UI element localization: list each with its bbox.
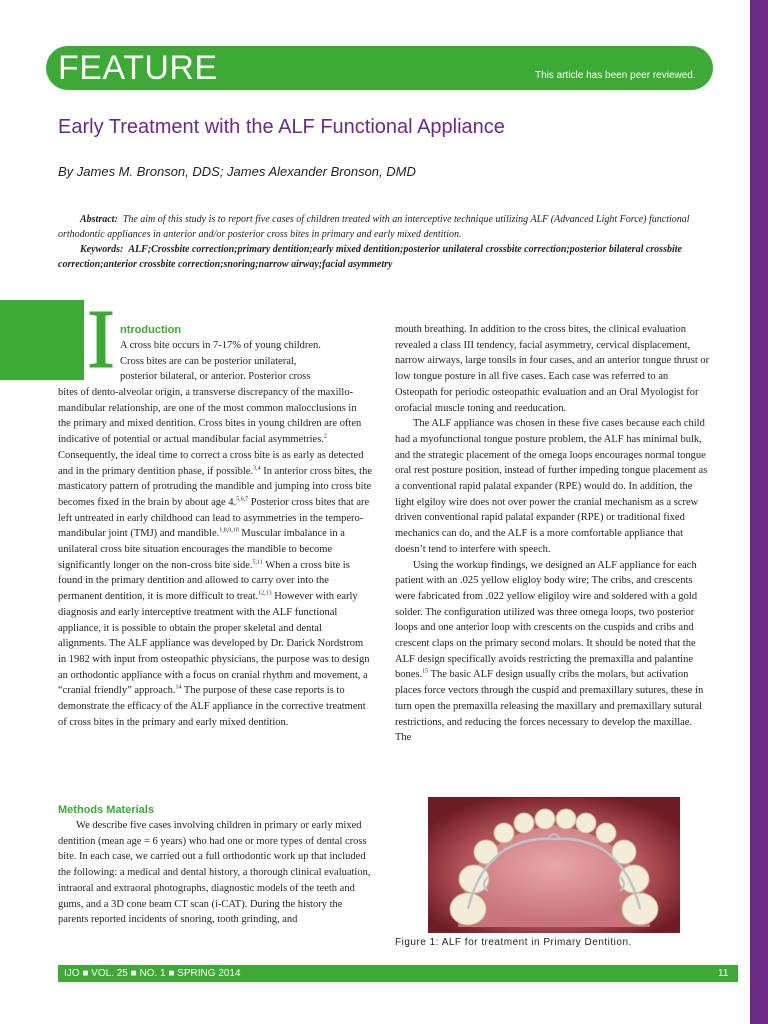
right-paragraph-1: mouth breathing. In addition to the cross bites, the clinical evaluation revealed a class III tendency, facial asymmetry, cervical displacement, narrow airways, large tonsils in four cases, and an anterior tongue thrust or low tongue posture in all five cases. Each case was referred to an Osteopath for periodic osteopathic evaluation and an Oral Myologist for orofacial muscle toning and reeducation.: [395, 324, 710, 414]
intro-body: [58, 385, 372, 730]
intro-text-7: However with early diagnosis and early interceptive treatment with the ALF functional appliance, it is possible to obtain the proper skeletal and dental alignments. The ALF appliance was developed by Dr. Darick Nordstrom in 1982 with input from osteopathic physicians, the purpose was to design an orthodontic appliance with a focus on cranial rhythm and movement, a “cranial friendly” approach.: [58, 591, 370, 697]
right-text-3b: The basic ALF design usually cribs the molars, but activation places force vectors through the cuspid and premaxillary sutures, these in turn open the premaxilla releasing the maxillary and premaxillary sutural restrictions, and reducing the forces necessary to develop the maxillae. The: [395, 669, 704, 744]
methods-paragraph: We describe five cases involving children in primary or early mixed dentition (mean age = 6 years) who had one or more types of dental cross bite. In each case, we carried out a full orthodontic work up that included the following: a medical and dental history, a thorough clinical evaluation, intraoral and extraoral photographs, diagnostic models of the teeth and gums, and a 3D cone beam CT scan (i-CAT). During the history the parents reported incidents of snoring, tooth grinding, and: [58, 820, 371, 926]
section-label: FEATURE: [58, 49, 218, 87]
intro-text-6: When a cross bite is found in the primary dentition and allowed to carry over into the permanent dentition, it is more difficult to treat.: [58, 559, 350, 603]
ref-sup: 12,13: [258, 590, 272, 597]
keywords-paragraph: [58, 242, 718, 272]
keywords-text: ALF;Crossbite correction;primary dentition;early mixed dentition;posterior unilateral crossbite correction;posterior bilateral crossbite correction;anterior crossbite correction;snoring;narrow airway;facial asymmetry: [58, 244, 682, 270]
journal-info: IJO ■ VOL. 25 ■ NO. 1 ■ SPRING 2014: [64, 968, 241, 979]
figure-1-photo: [428, 797, 680, 933]
ref-sup: 1,8,9,10: [219, 527, 239, 534]
intro-line-2: Cross bites are can be posterior unilateral,: [120, 355, 297, 367]
introduction-heading: ntroduction: [120, 324, 182, 336]
intro-text-8: The purpose of these case reports is to demonstrate the efficacy of the ALF appliance in the corrective treatment of cross bites in the primary and early mixed dentition.: [58, 685, 366, 728]
dental-appliance-photo: [428, 797, 680, 933]
intro-text-1: bites of dento-alveolar origin, a transverse discrepancy of the maxillo-mandibular relationship, are one of the most common malocclusions in the primary and mixed dentition. Cross bites in young children are often indicative of potential or actual mandibular facial asymmetries.: [58, 387, 362, 446]
keywords-label: Keywords:: [80, 244, 124, 255]
intro-text-2: Consequently, the ideal time to correct a cross bite is as early as detected and in the primary dentition phase, if possible.: [58, 449, 364, 477]
right-column: [395, 322, 710, 746]
ref-sup: 5,11: [252, 559, 263, 566]
drop-cap-letter: I: [84, 300, 118, 380]
figure-caption: Figure 1: ALF for treatment in Primary Dentition.: [395, 937, 632, 948]
methods-section: [58, 802, 372, 928]
abstract-paragraph: [58, 212, 718, 242]
peer-review-note: This article has been peer reviewed.: [535, 70, 696, 81]
article-title: Early Treatment with the ALF Functional Appliance: [58, 116, 505, 138]
purple-page-edge: [750, 0, 768, 1024]
intro-line-3: posterior bilateral, or anterior. Posterior cross: [120, 371, 311, 383]
right-paragraph-3: [395, 558, 710, 746]
methods-heading: Methods Materials: [58, 804, 154, 816]
right-paragraph-2: The ALF appliance was chosen in these five cases because each child had a myofunctional tongue posture problem, the ALF has minimal bulk, and the strategic placement of the omega loops encourages normal tongue oral rest posture position, instead of further impeding tongue placement as a conventional rapid palatal expander (RPE) would do. In addition, the light elgiloy wire does not over power the cranial mechanism as a screw driven conventional rapid palatal expander (RPE) or traditional fixed mechanics can do, and the ALF is a more comfortable appliance that doesn’t tend to interfere with speech.: [395, 418, 708, 555]
abstract-label: Abstract:: [80, 214, 118, 225]
ref-sup: 2: [323, 433, 327, 440]
intro-text-3: In anterior cross bites, the masticatory pattern of protruding the mandible and jumping into cross bite becomes fixed in the brain by about age 4.: [58, 465, 372, 508]
intro-text-5: Muscular imbalance in a unilateral cross bite situation encourages the mandible to become significantly longer on the non-cross bite side.: [58, 528, 345, 571]
ref-sup: 3,4: [253, 465, 261, 472]
byline: By James M. Bronson, DDS; James Alexander Bronson, DMD: [58, 164, 416, 179]
abstract-text: The aim of this study is to report five cases of children treated with an interceptive technique utilizing ALF (Advanced Light Force) functional orthodontic appliances in anterior and/or posterior cross bites in primary and early mixed dentition.: [58, 214, 690, 240]
intro-text-4: Posterior cross bites that are left untreated in early childhood can lead to asymmetries in the tempero-mandibular joint (TMJ) and mandible.: [58, 496, 370, 540]
intro-top-lines: [120, 322, 360, 385]
right-text-3a: Using the workup findings, we designed an ALF appliance for each patient with an .025 yellow eligloy body wire; The cribs, and crescents were fabricated from .022 yellow eligiloy wire and soldered with a gold solder. The configuration utilized was three omega loops, two posterior loops and one anterior loop with crescents on the cuspids and cribs and crescent claps on the primary second molars. It should be noted that the ALF design specifically avoids restricting the premaxilla and palantine bones.: [395, 559, 698, 681]
ref-sup: 14: [175, 684, 182, 691]
ref-sup: 5,6,7: [236, 496, 249, 503]
ref-sup: 15: [422, 668, 429, 675]
intro-line-1: A cross bite occurs in 7-17% of young children.: [120, 340, 321, 351]
abstract-block: [58, 212, 718, 272]
intro-paragraph: [58, 385, 372, 730]
page-number: 11: [718, 968, 729, 979]
